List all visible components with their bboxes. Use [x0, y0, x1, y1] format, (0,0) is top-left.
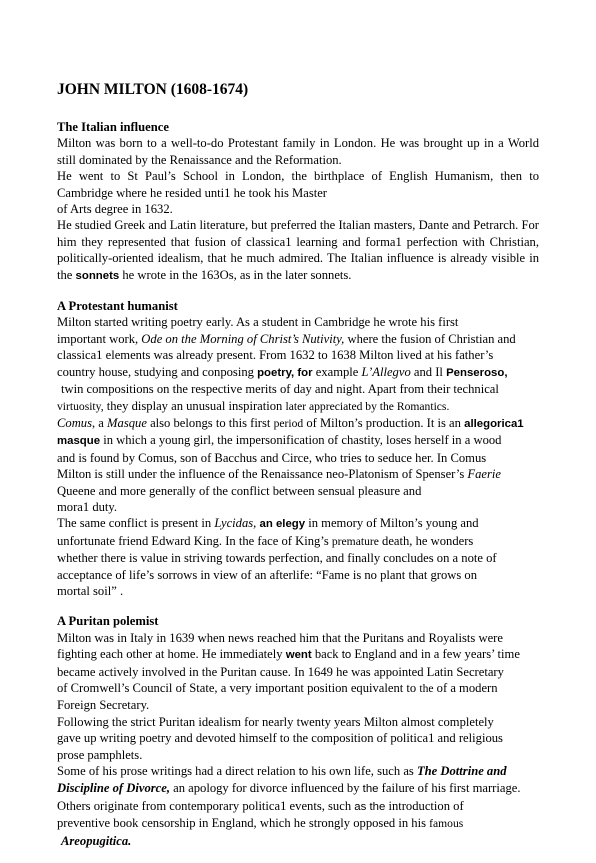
text-run: to [341, 649, 352, 662]
bold-run: an elegy [256, 518, 306, 531]
section-italian-influence [57, 119, 539, 284]
work-title: Ode on the Morning of Christ’s Nutivity, [141, 331, 345, 346]
section-heading: A Protestant humanist [57, 299, 178, 314]
text-run: fighting each other at home. He immediately [57, 647, 286, 662]
work-title: Discipline of Divorce, [57, 781, 170, 796]
text-run: preventive book censorship in England, which he strongly opposed in his [57, 816, 430, 831]
paragraph [57, 217, 539, 284]
text-run: famous [429, 817, 464, 831]
text-line [57, 798, 539, 815]
text-run: in which a young girl, the impersonification of chastity, loses herself in a wood [100, 433, 502, 448]
text-run: to [298, 766, 309, 779]
text-line [57, 515, 539, 532]
sonnets-term: sonnets [75, 269, 120, 282]
text-run: introduction of [385, 798, 464, 813]
bold-run: masque [57, 435, 101, 448]
work-title: The Dottrine and [416, 764, 507, 779]
work-title: L’Allegvo [361, 364, 411, 379]
work-title: Areopugitica. [61, 833, 132, 848]
bold-run: poetry, for [257, 366, 313, 379]
text-run: later appreciated by the Romantics. [285, 399, 450, 413]
text-run: an apology for divorce influenced by [169, 781, 363, 796]
text-run: back [311, 647, 342, 662]
text-run: death, he wonders [378, 533, 474, 548]
text-run: failure of his first marriage. [378, 781, 521, 796]
text-run: and Il [410, 364, 447, 379]
text-line: Following the strict Puritan idealism for nearly twenty years Milton almost completely [57, 714, 494, 729]
text-line: Foreign Secretary. [57, 698, 150, 713]
text-run: the [419, 682, 434, 695]
text-run: unfortunate friend Edward King. In the face of King’s [57, 533, 332, 548]
text-line [57, 432, 539, 449]
text-run: he wrote in the 163Os, as in the later sonnets. [119, 267, 352, 282]
text-run: He studied Greek and Latin literature, but preferred the Italian masters, Dante and Petrarch. For him they represented that fusion of classica1 learning and forma1 perfection with Christian, politically-oriented idealism, that he much admired. The Italian influence is already visible in the [57, 218, 539, 282]
text-line [57, 815, 539, 832]
text-run: Others originate from contemporary politica1 events, such [57, 798, 355, 813]
text-run: they display an unusual inspiration [103, 398, 286, 413]
bold-run: allegorica1 [464, 417, 524, 430]
text-line [57, 646, 539, 663]
text-run: , a [92, 415, 108, 430]
text-line: whether there is value in striving towards perfection, and finally concludes on a note of [57, 551, 497, 566]
text-run: where the fusion of Christian and [344, 331, 516, 346]
section-protestant-humanist [57, 298, 539, 599]
text-line: became actively involved in the Puritan cause. In 1649 he was appointed Latin Secretary [57, 664, 504, 679]
text-line [57, 680, 539, 697]
section-heading: A Puritan polemist [57, 614, 159, 629]
text-run: country house, studying and conposing [57, 364, 258, 379]
work-title: Masque [107, 415, 147, 430]
text-line: classica1 elements was already present. From 1632 to 1638 Milton lived at his father’s [57, 348, 494, 363]
paragraph: Milton was born to a well-to-do Protestant family in London. He was brought up in a World still dominated by the Renaissance and the Reformation. [57, 136, 539, 167]
text-line [57, 763, 539, 780]
text-line [57, 833, 539, 849]
text-run: as the [354, 800, 386, 813]
text-line: prose pamphlets. [57, 747, 143, 762]
text-run: his own life, such as [308, 764, 417, 779]
text-line [57, 364, 539, 381]
text-line: and is found by Comus, son of Bacchus and Circe, who tries to seduce her. In Comus [57, 450, 487, 465]
section-puritan-polemist [57, 613, 539, 849]
text-line: twin compositions on the respective merits of day and night. Apart from their technical [61, 382, 499, 397]
work-title: Lycidas, [214, 516, 257, 531]
text-line: mora1 duty. [57, 499, 118, 514]
page-title: JOHN MILTON (1608-1674) [57, 81, 249, 98]
text-line [57, 780, 539, 797]
paragraph: of Arts degree in 1632. [57, 202, 173, 217]
text-run: also belongs to this first [146, 415, 274, 430]
text-run: example [312, 364, 362, 379]
section-heading: The Italian influence [57, 120, 169, 134]
text-line [57, 466, 539, 482]
text-run: of Cromwell’s Council of State, a very important position equivalent to [57, 681, 420, 695]
text-run: The same conflict is present in [57, 516, 215, 531]
text-run: Some of his prose writings had a direct relation [57, 764, 299, 779]
text-run: premature [331, 534, 379, 548]
text-line: acceptance of life’s sorrows in view of an afterlife: “Fame is no plant that grows on [57, 567, 478, 582]
text-line: Milton started writing poetry early. As a student in Cambridge he wrote his first [57, 315, 459, 330]
text-run: virtuosity, [57, 399, 104, 413]
paragraph: He went to St Paul’s School in London, the birthplace of English Humanism, then to Cambridge where he resided unti1 he took his Master [57, 169, 539, 200]
text-run: of a modern [433, 681, 498, 695]
text-run: Milton is still under the influence of the Renaissance neo-Platonism of Spenser’s [57, 467, 468, 482]
text-line [57, 415, 539, 432]
bold-run: went [285, 649, 312, 662]
text-line [57, 533, 539, 550]
work-title: Faerie [467, 467, 501, 482]
text-run: period [273, 416, 304, 430]
document-page [57, 80, 539, 863]
text-run: in memory of Milton’s young and [305, 516, 479, 531]
work-title: Penseroso, [446, 366, 508, 379]
text-line: gave up writing poetry and devoted himself to the composition of politica1 and religious [57, 731, 503, 746]
work-title: Comus [57, 415, 92, 430]
text-line [57, 331, 539, 347]
text-run: England and in a few years’ time [351, 647, 520, 662]
text-line: Queene and more generally of the conflict between sensual pleasure and [57, 483, 422, 498]
text-run: of Milton’s production. It is an [303, 415, 465, 430]
text-line: mortal soil” . [57, 583, 124, 598]
text-line: Milton was in Italy in 1639 when news reached him that the Puritans and Royalists were [57, 630, 503, 645]
text-line [57, 398, 539, 415]
text-run: the [362, 783, 379, 796]
text-run: important work, [57, 331, 142, 346]
